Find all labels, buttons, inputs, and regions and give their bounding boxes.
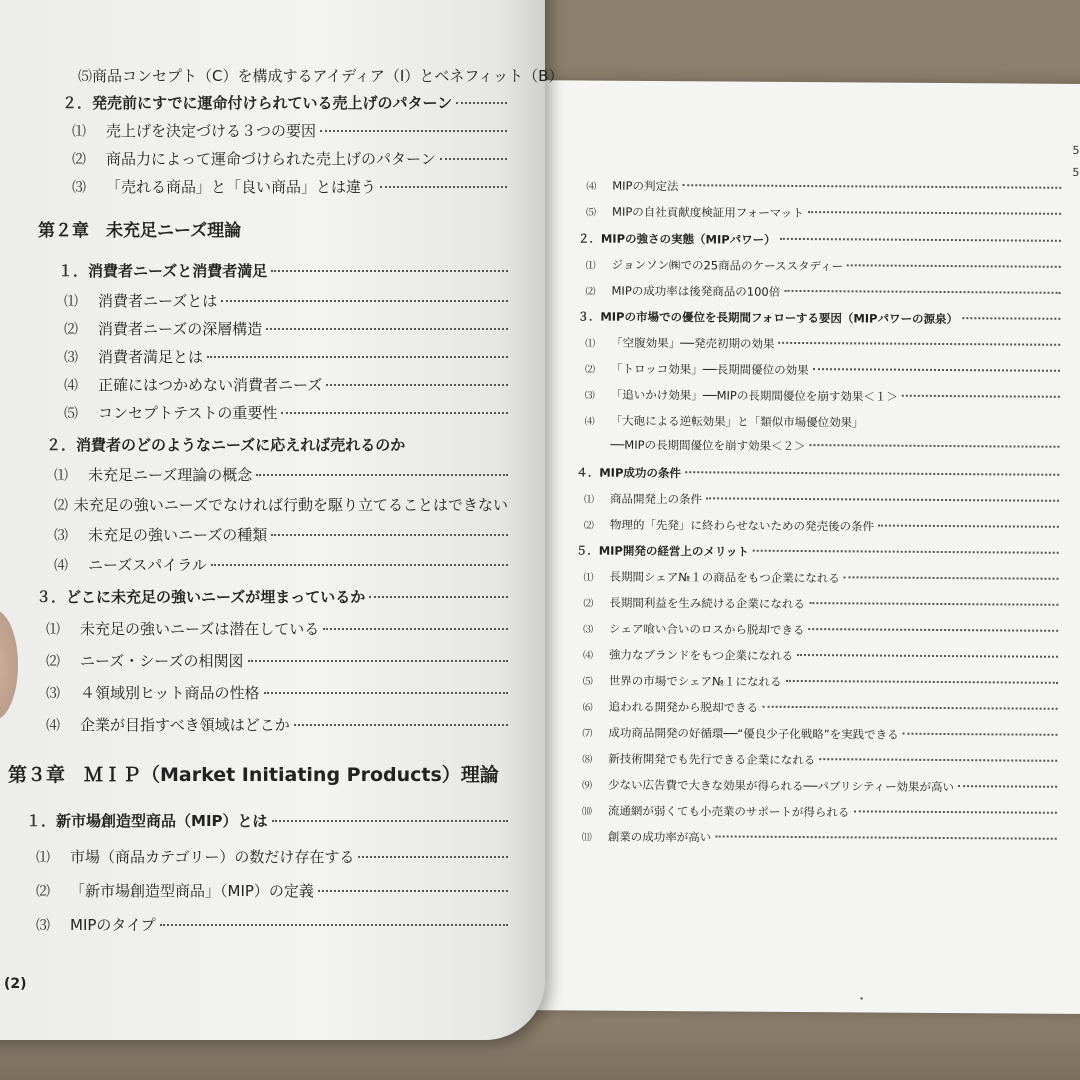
leader-dots [264,692,508,694]
leader-dots [808,628,1058,632]
entry-number: ⑵ [583,598,594,610]
toc-section [36,586,508,607]
leader-dots [266,328,508,330]
toc-entry [585,360,1060,379]
entry-title: 成功商品開発の好循環──“優良少子化戦略”を実践できる [608,725,899,742]
toc-entry [36,880,508,901]
toc-entry [64,346,508,367]
toc-entry [46,682,508,703]
toc-entry [72,176,507,197]
leader-dots [784,290,1060,294]
leader-dots [779,342,1061,346]
entry-number: ⑴ [584,494,595,506]
leader-dots [878,525,1059,528]
right-page [509,80,1080,1014]
entry-title: 正確にはつかめない消費者ニーズ [98,376,323,394]
toc-entry [586,203,1061,222]
leader-dots [819,758,1057,762]
leader-dots [281,412,508,414]
edge-page-number: 5 [1072,143,1080,157]
leader-dots [380,186,507,188]
toc-section [576,464,1059,483]
section-title: 発売前にすでに運命付けられている売上げのパターン [92,94,453,112]
entry-title: ニーズ・シーズの相関図 [80,652,244,670]
toc-section [46,434,508,455]
leader-dots [160,924,508,926]
entry-number: ⑷ [586,181,597,193]
toc-entry [54,524,508,545]
leader-dots [358,856,508,858]
entry-title: 未充足の強いニーズでなければ行動を駆り立てることはできない [73,496,508,514]
toc-section [58,260,508,281]
leader-dots [786,680,1058,684]
leader-dots [810,444,1060,448]
entry-number: ⑵ [584,364,596,376]
entry-title: 企業が目指すべき領域はどこか [80,716,290,734]
section-number: ３． [36,588,67,606]
leader-dots [271,534,508,536]
entry-title: MIPの成功率は後発商品の100倍 [611,283,781,299]
toc-entry [586,256,1061,275]
entry-number: ⑷ [54,558,68,574]
entry-title: 消費者ニーズとは [98,292,218,310]
section-number: ５． [575,543,599,558]
toc-section [577,308,1060,327]
entry-title: 売上げを決定づける３つの要因 [106,122,317,140]
leader-dots [320,130,507,132]
toc-entry [585,412,1060,431]
entry-title: 流通網が弱くても小売業のサポートが得られる [607,803,850,820]
entry-number: ⑽ [581,806,592,818]
entry-title: ４領域別ヒット商品の性格 [80,684,260,702]
entry-number: ⑵ [64,322,78,338]
entry-number: ⑵ [583,520,594,532]
leader-dots [808,211,1061,215]
leader-dots [780,238,1061,242]
entry-title: ジョンソン㈱での25商品のケーススタディー [611,257,844,274]
toc-entry [585,334,1060,353]
leader-dots [685,471,1059,476]
toc-entry [36,846,508,867]
entry-number: ⑶ [54,528,68,544]
entry-number: ⑶ [72,180,86,196]
entry-number: ⑴ [36,850,50,866]
toc-entry [584,490,1059,509]
entry-number: ⑶ [583,624,594,636]
toc-entry [582,828,1057,847]
leader-dots [715,835,1057,839]
leader-dots [853,810,1057,813]
toc-section [578,230,1061,249]
leader-dots [903,733,1058,736]
entry-title: 商品コンセプト（C）を構成するアイディア（I）とベネフィット（B） [92,67,564,85]
toc-entry [586,178,1061,197]
entry-title: 長期間シェア№１の商品をもつ企業になれる [609,569,840,586]
leader-dots [256,474,508,476]
section-title: どこに未充足の強いニーズが埋まっているか [66,588,366,606]
entry-title: 商品開発上の条件 [610,491,703,507]
leader-dots [207,356,508,358]
entry-title: 「売れる商品」と「良い商品」とは違う [106,178,377,196]
leader-dots [962,317,1060,320]
toc-entry [583,620,1058,639]
leader-dots [440,158,507,160]
leader-dots [683,184,1062,189]
toc-entry [78,65,564,86]
entry-number: ⑵ [585,286,596,298]
entry-title: MIPのタイプ [70,916,156,934]
entry-title: 創業の成功率が高い [607,829,712,845]
toc-section [26,810,508,831]
toc-entry [54,494,508,515]
entry-title: ──MIPの長期間優位を崩す効果＜２＞ [610,437,806,454]
entry-title: 強力なブランドをもつ企業になれる [608,647,794,663]
toc-entry [64,290,508,311]
entry-number: ⑶ [46,686,60,702]
leader-dots [753,550,1059,554]
entry-title: 「トロッコ効果」──長期間優位の効果 [610,361,809,378]
entry-title: コンセプトテストの重要性 [98,404,278,422]
leader-dots [221,300,508,302]
section-title: 消費者ニーズと消費者満足 [88,262,268,280]
chapter-title-text: 第２章 未充足ニーズ理論 [38,221,242,241]
section-title: MIPの強さの実態（MIPパワー） [600,231,776,247]
entry-number: ⑴ [54,468,68,484]
section-title: 消費者のどのようなニーズに応えれば売れるのか [76,436,406,454]
section-number: ２． [62,94,93,112]
leader-dots [958,785,1057,788]
entry-title: 未充足の強いニーズは潜在している [80,620,320,638]
entry-number: ⑶ [36,918,50,934]
entry-number: ⑷ [64,378,78,394]
entry-number: ⑸ [582,676,593,688]
section-number: ２． [577,231,601,246]
leader-dots [318,890,508,892]
toc-entry [583,568,1058,587]
entry-number: ⑴ [585,260,596,272]
toc-entry [585,386,1060,405]
section-title: 新市場創造型商品（MIP）とは [56,812,268,830]
entry-title: 「大砲による逆転効果」と「類似市場優位効果」 [610,413,864,430]
entry-title: MIPの自社貢献度検証用フォーマット [612,204,804,221]
toc-entry [584,516,1059,535]
page-number: (2) [4,976,27,992]
entry-title: 世界の市場でシェア№１になれる [608,673,782,689]
section-number: １． [26,812,57,830]
toc-entry [582,776,1057,795]
toc-entry [582,750,1057,769]
entry-number: ⑵ [54,498,68,514]
section-number: ３． [577,309,601,324]
entry-title: 未充足の強いニーズの種類 [88,526,268,544]
leader-dots [847,264,1061,267]
entry-number: ⑵ [46,654,60,670]
entry-title: 少ない広告費で大きな効果が得られる──パブリシティー効果が高い [608,777,955,795]
entry-title: MIPの判定法 [612,178,679,194]
entry-title: 消費者満足とは [98,348,204,366]
entry-title: ニーズスパイラル [88,556,207,574]
entry-number: ⑴ [72,124,86,140]
toc-section [62,92,507,113]
chapter-title-text: 第３章 ＭＩＰ（Market Initiating Products）理論 [8,764,499,786]
leader-dots [248,660,508,662]
toc-entry [36,914,508,935]
toc-section [576,542,1059,561]
leader-dots [323,628,508,630]
entry-number: ⑴ [64,294,78,310]
section-title: MIP成功の条件 [599,465,681,481]
entry-number: ⑶ [64,350,78,366]
toc-entry [72,120,507,141]
toc-entry [64,374,508,395]
entry-title: 追われる開発から脱却できる [608,699,759,715]
entry-title: 市場（商品カテゴリー）の数だけ存在する [70,848,355,866]
entry-number: ⑴ [46,622,60,638]
entry-title: 未充足ニーズ理論の概念 [88,466,253,484]
entry-number: ⑵ [36,884,50,900]
entry-title: シェア喰い合いのロスから脱却できる [609,621,805,638]
leader-dots [326,384,508,386]
entry-number: ⑼ [582,780,593,792]
entry-title: 「新市場創造型商品」（MIP）の定義 [70,882,314,900]
entry-number: ⑶ [584,390,595,402]
leader-dots [797,654,1058,658]
section-title: MIP開発の経営上のメリット [598,543,749,559]
toc-entry [72,148,507,169]
toc-entry [54,464,508,485]
entry-number: ⑷ [584,416,595,428]
entry-number: ⑷ [582,650,594,662]
leader-dots [456,102,507,104]
entry-title: 新技術開発でも先行できる企業になれる [608,751,816,768]
toc-entry [64,318,508,339]
toc-entry [583,646,1058,665]
section-title: MIPの市場での優位を長期間フォローする要因（MIPパワーの源泉） [600,309,959,327]
entry-title: 物理的「先発」に終わらせないための発売後の条件 [609,517,875,534]
entry-number: ⑾ [581,832,592,844]
leader-dots [706,497,1059,501]
section-number: ２． [46,436,77,454]
edge-page-number: 5 [1072,165,1080,179]
entry-number: ⑴ [583,572,594,584]
entry-title: 「空腹効果」──発売初期の効果 [611,335,775,351]
leader-dots [271,270,508,272]
entry-number: ⑴ [585,338,596,350]
toc-entry [46,714,508,735]
chapter-2-title [38,216,241,241]
section-number: １． [58,262,89,280]
toc-entry [584,436,1059,455]
entry-title: 「追いかけ効果」──MIPの長期間優位を崩す効果＜１＞ [610,387,898,404]
entry-number: ⑹ [582,702,593,714]
entry-title: 長期間利益を生み続ける企業になれる [609,595,805,612]
leader-dots [844,576,1059,579]
entry-number: ⑺ [582,728,593,740]
toc-entry [582,724,1057,743]
entry-title: 消費者ニーズの深層構造 [98,320,263,338]
chapter-3-title [8,760,499,787]
print-mark [861,997,863,999]
toc-entry [583,594,1058,613]
leader-dots [369,596,508,598]
toc-entry [583,672,1058,691]
leader-dots [902,395,1060,398]
entry-number: ⑻ [582,754,593,766]
toc-entry [46,650,508,671]
toc-entry [46,618,508,639]
entry-title: 商品力によって運命づけられた売上げのパターン [106,150,436,168]
entry-number: ⑸ [586,207,597,219]
leader-dots [813,368,1060,372]
leader-dots [294,724,508,726]
toc-entry [583,698,1058,717]
toc-entry [582,802,1057,821]
leader-dots [272,820,508,822]
section-number: ４． [576,465,600,480]
entry-number: ⑸ [64,406,78,422]
leader-dots [809,602,1059,606]
leader-dots [211,564,508,566]
toc-entry [54,554,508,575]
entry-number: ⑸ [78,69,92,85]
toc-entry [585,282,1060,301]
leader-dots [762,706,1058,710]
entry-number: ⑵ [72,152,86,168]
entry-number: ⑷ [46,718,60,734]
toc-entry [64,402,508,423]
